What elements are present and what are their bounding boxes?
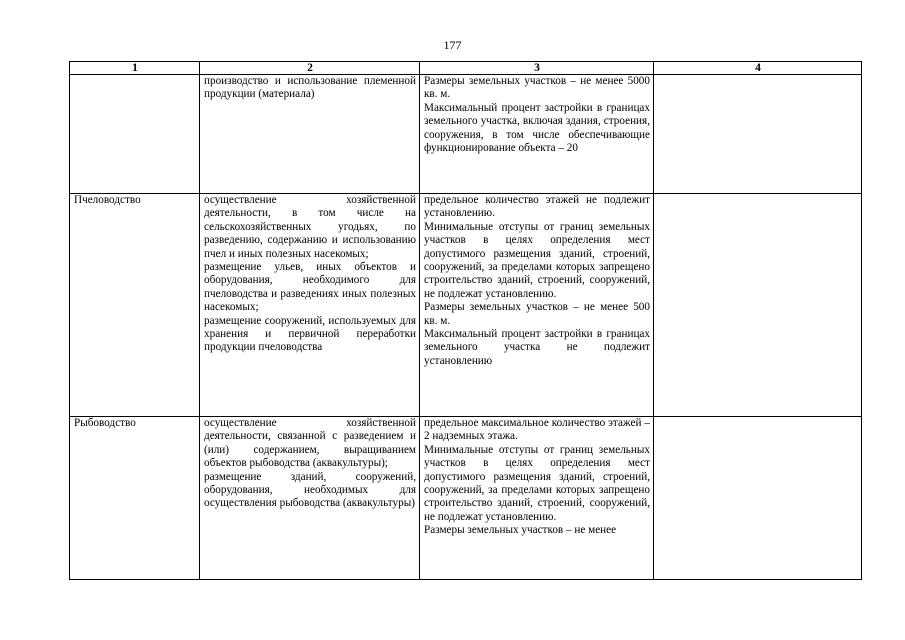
use-parameters-cell	[420, 417, 654, 580]
description-paragraph: размещение зданий, сооружений, оборудования, необходимых для осуществления рыбоводства (аквакультуры)	[204, 470, 416, 510]
parameter-paragraph: предельное количество этажей не подлежит установлению.	[424, 194, 650, 220]
use-description-cell	[200, 75, 420, 194]
use-description-cell	[200, 417, 420, 580]
parameter-paragraph: предельное максимальное количество этажей – 2 надземных этажа.	[424, 417, 650, 443]
description-paragraph: размещение сооружений, используемых для хранения и первичной переработки продукции пчеловодства	[204, 314, 416, 354]
table-header-row	[70, 62, 862, 75]
column-header-2: 2	[200, 62, 420, 75]
use-notes-cell	[654, 194, 862, 417]
use-name-cell: Пчеловодство	[70, 194, 200, 417]
land-use-table	[69, 61, 862, 580]
use-parameters-cell	[420, 194, 654, 417]
table-row	[70, 417, 862, 580]
parameter-paragraph: Максимальный процент застройки в границах земельного участка не подлежит установлению	[424, 328, 650, 367]
column-header-1: 1	[70, 62, 200, 75]
description-paragraph: производство и использование племенной продукции (материала)	[204, 75, 416, 101]
use-description-cell	[200, 194, 420, 417]
parameter-paragraph: Минимальные отступы от границ земельных участков в целях определения мест допустимого размещения зданий, строений, сооружений, за пределами которых запрещено строительство зданий, строений, сооружений, не подлежат установлению.	[424, 443, 650, 523]
table-row	[70, 194, 862, 417]
parameter-paragraph: Максимальный процент застройки в границах земельного участка, включая здания, строения, сооружения, в том числе обеспечивающие функционирование объекта – 20	[424, 101, 650, 155]
description-paragraph: осуществление хозяйственной деятельности, в том числе на сельскохозяйственных угодьях, по разведению, содержанию и использованию пчел и иных полезных насекомых;	[204, 194, 416, 260]
table-row	[70, 75, 862, 194]
use-notes-cell	[654, 75, 862, 194]
parameter-paragraph: Размеры земельных участков – не менее	[424, 524, 617, 537]
parameter-paragraph: Размеры земельных участков – не менее 5000 кв. м.	[424, 75, 650, 101]
use-notes-cell	[654, 417, 862, 580]
page-number: 177	[443, 38, 462, 52]
use-name-cell: Рыбоводство	[70, 417, 200, 580]
use-name-cell	[70, 75, 200, 194]
parameter-paragraph: Минимальные отступы от границ земельных участков в целях определения мест допустимого размещения зданий, строений, сооружений, за пределами которых запрещено строительство зданий, строений, сооружений, не подлежат установлению.	[424, 220, 650, 300]
description-paragraph: осуществление хозяйственной деятельности, связанной с разведением и (или) содержанием, выращиванием объектов рыбоводства (аквакультуры);	[204, 417, 416, 470]
parameter-paragraph: Размеры земельных участков – не менее 500 кв. м.	[424, 301, 650, 327]
column-header-4: 4	[654, 62, 862, 75]
description-paragraph: размещение ульев, иных объектов и оборудования, необходимого для пчеловодства и разведениях иных полезных насекомых;	[204, 261, 416, 314]
column-header-3: 3	[420, 62, 654, 75]
use-parameters-cell	[420, 75, 654, 194]
